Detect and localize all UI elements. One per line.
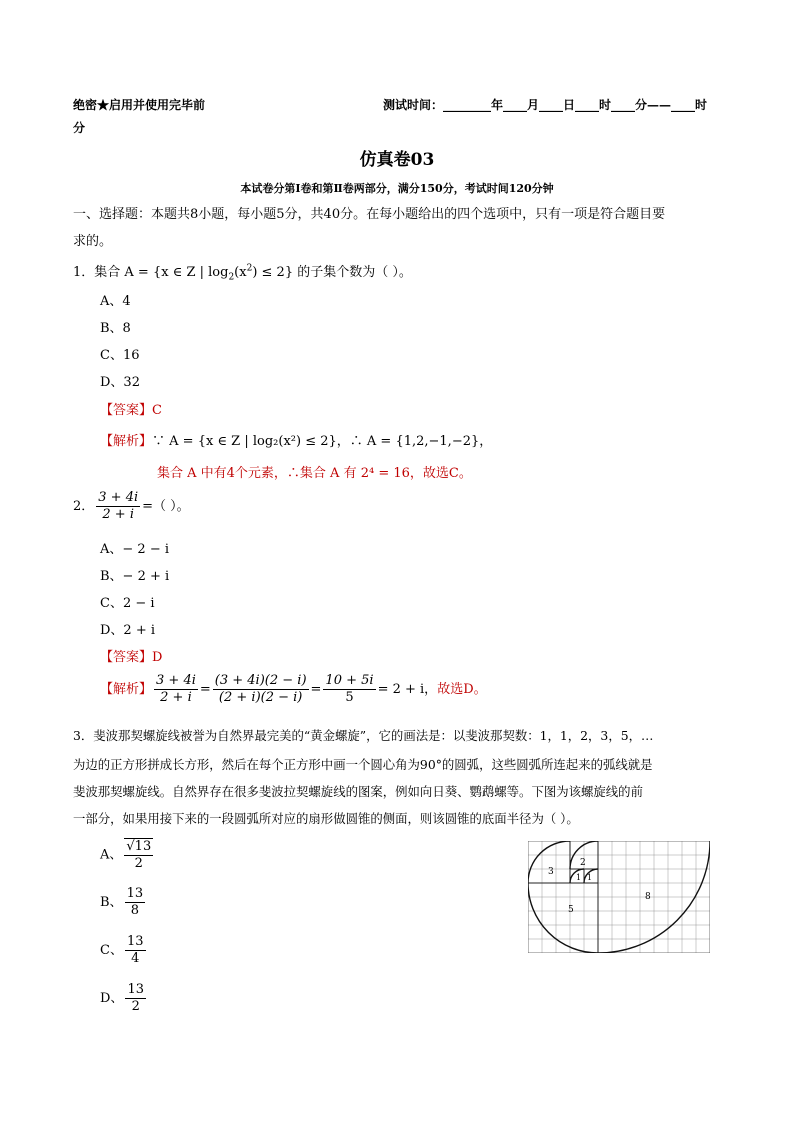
q3-option-d-num: 13 [127, 982, 144, 997]
fibonacci-spiral-figure [528, 841, 710, 953]
q3-option-b-den: 8 [130, 903, 139, 918]
label-1b: 1 [587, 873, 593, 882]
q3-option-a-label: A、 [100, 847, 123, 863]
q1-option-c[interactable]: C、16 [100, 348, 140, 363]
label-5: 5 [568, 905, 574, 915]
q2-option-b[interactable]: B、− 2 + i [100, 569, 170, 584]
q2-analysis-tag: 【解析】 [100, 682, 153, 697]
q2-suffix: =（ ）。 [142, 499, 190, 514]
q3-option-b-num: 13 [126, 886, 144, 901]
header-confidential-cont: 分 [73, 121, 86, 135]
q1-mid: (x [234, 265, 247, 280]
q2-an-frac3 [323, 673, 375, 706]
q3-option-c-num: 13 [126, 934, 144, 949]
q2-option-d[interactable]: D、2 + i [100, 623, 156, 638]
q1-exp: 2 [246, 263, 253, 274]
q1-answer-value: C [152, 403, 162, 418]
q2-answer-tag: 【答案】 [100, 650, 153, 665]
q3-option-a[interactable] [100, 838, 155, 872]
q2-an-frac3-den: 5 [345, 690, 354, 705]
q2-an-frac1-num: 3 + 4i [156, 673, 196, 688]
q3-option-c[interactable] [100, 934, 148, 967]
q1-suffix: ) ≤ 2} 的子集个数为（ ）。 [252, 265, 412, 280]
q2-an-frac1-den: 2 + i [160, 690, 192, 705]
q3-option-d-den: 2 [131, 999, 140, 1014]
question-3-line4: 一部分，如果用接下来的一段圆弧所对应的扇形做圆锥的侧面，则该圆锥的底面半径为（ ）。 [73, 811, 579, 826]
q3-option-d[interactable] [100, 982, 148, 1015]
q2-number: 2． [73, 499, 95, 514]
q1-option-d[interactable]: D、32 [100, 375, 140, 390]
question-3-line1: 3．斐波那契螺旋线被誉为自然界最完美的“黄金螺旋”，它的画法是：以斐波那契数：1，1，2，3，5，… [73, 728, 654, 743]
q3-option-b-label: B、 [100, 895, 123, 910]
q2-frac-den: 2 + i [102, 507, 134, 522]
figure-grid [528, 841, 710, 953]
question-3-line3: 斐波那契螺旋线。自然界存在很多斐波拉契螺旋线的图案，例如向日葵、鹦鹉螺等。下图为该螺旋线的前 [73, 784, 643, 799]
q1-analysis-line1: ∵ A = {x ∈ Z | log₂(x²) ≤ 2}，∴ A = {1,2,−1,−2}， [152, 434, 493, 449]
q1-option-b[interactable]: B、8 [100, 321, 131, 336]
q3-option-d-label: D、 [100, 991, 124, 1006]
label-2: 2 [580, 858, 586, 868]
q2-an-tail: = 2 + i， [377, 682, 438, 697]
q3-option-c-frac [125, 934, 146, 967]
question-2 [73, 490, 190, 523]
page-subtitle: 本试卷分第Ⅰ卷和第Ⅱ卷两部分，满分150分，考试时间120分钟 [240, 182, 554, 195]
q3-option-c-label: C、 [100, 943, 123, 958]
label-3: 3 [548, 867, 554, 877]
q2-an-frac2-num: (3 + 4i)(2 − i) [214, 673, 307, 688]
q3-option-b-frac [125, 886, 146, 919]
question-3-line2: 为边的正方形拼成长方形，然后在每个正方形中画一个圆心角为90°的圆弧，这些圆弧所连起来的弧线就是 [73, 757, 653, 772]
page-title: 仿真卷03 [359, 150, 435, 170]
q2-an-frac2-den: (2 + i)(2 − i) [218, 690, 303, 705]
q1-analysis [100, 430, 492, 449]
q2-answer-value: D [152, 650, 163, 665]
spiral-arc-5 [528, 883, 598, 953]
header-test-time: 测试时间：________年____月____日____时____分——____时 [383, 98, 708, 112]
label-1a: 1 [576, 873, 582, 882]
q1-analysis-tag: 【解析】 [100, 434, 153, 449]
q2-answer [100, 646, 162, 665]
q3-option-a-num: √13 [126, 839, 152, 854]
section-heading [73, 203, 665, 222]
q1-option-a[interactable]: A、4 [100, 294, 131, 309]
q3-option-a-frac [124, 838, 153, 872]
q1-analysis-line2: 集合 A 中有4个元素，∴集合 A 有 2⁴ = 16，故选C。 [157, 466, 472, 481]
header-confidential: 绝密★启用并使用完毕前 [73, 98, 206, 112]
q2-an-frac1 [154, 673, 198, 706]
q1-answer-tag: 【答案】 [100, 403, 153, 418]
q2-an-frac3-num: 10 + 5i [325, 673, 374, 688]
q2-option-a[interactable]: A、− 2 − i [100, 542, 169, 557]
q2-frac-num: 3 + 4i [98, 490, 139, 505]
q1-log-base: 2 [228, 272, 235, 283]
q3-option-d-frac [125, 982, 146, 1015]
q2-analysis: 【解析】 $\frac{3 + 4i}{2 + i}$ = $\frac{(3 + 4i)(2 - i)}{(2 + i)(2 - i)}$ = $\frac{10 + 5i}{5}$ = 2 + i，故选D。 [100, 673, 487, 705]
label-8: 8 [645, 892, 651, 902]
q1-answer [100, 399, 162, 418]
q1-prefix: 1．集合 A = {x ∈ Z | log [73, 265, 229, 280]
section-heading-cont: 求的。 [73, 234, 113, 249]
q2-option-c[interactable]: C、2 − i [100, 596, 155, 611]
q2-an-choice: 故选D。 [437, 682, 487, 697]
question-1 [73, 261, 412, 283]
q3-option-a-den: 2 [134, 856, 143, 871]
q2-an-frac2 [213, 673, 309, 706]
section-heading-line1: 一、选择题：本题共8小题，每小题5分，共40分。在每小题给出的四个选项中，只有一项是符合题目要 [73, 207, 666, 222]
q2-fraction [96, 490, 140, 523]
q3-option-c-den: 4 [131, 951, 140, 966]
q3-option-b[interactable] [100, 886, 147, 919]
